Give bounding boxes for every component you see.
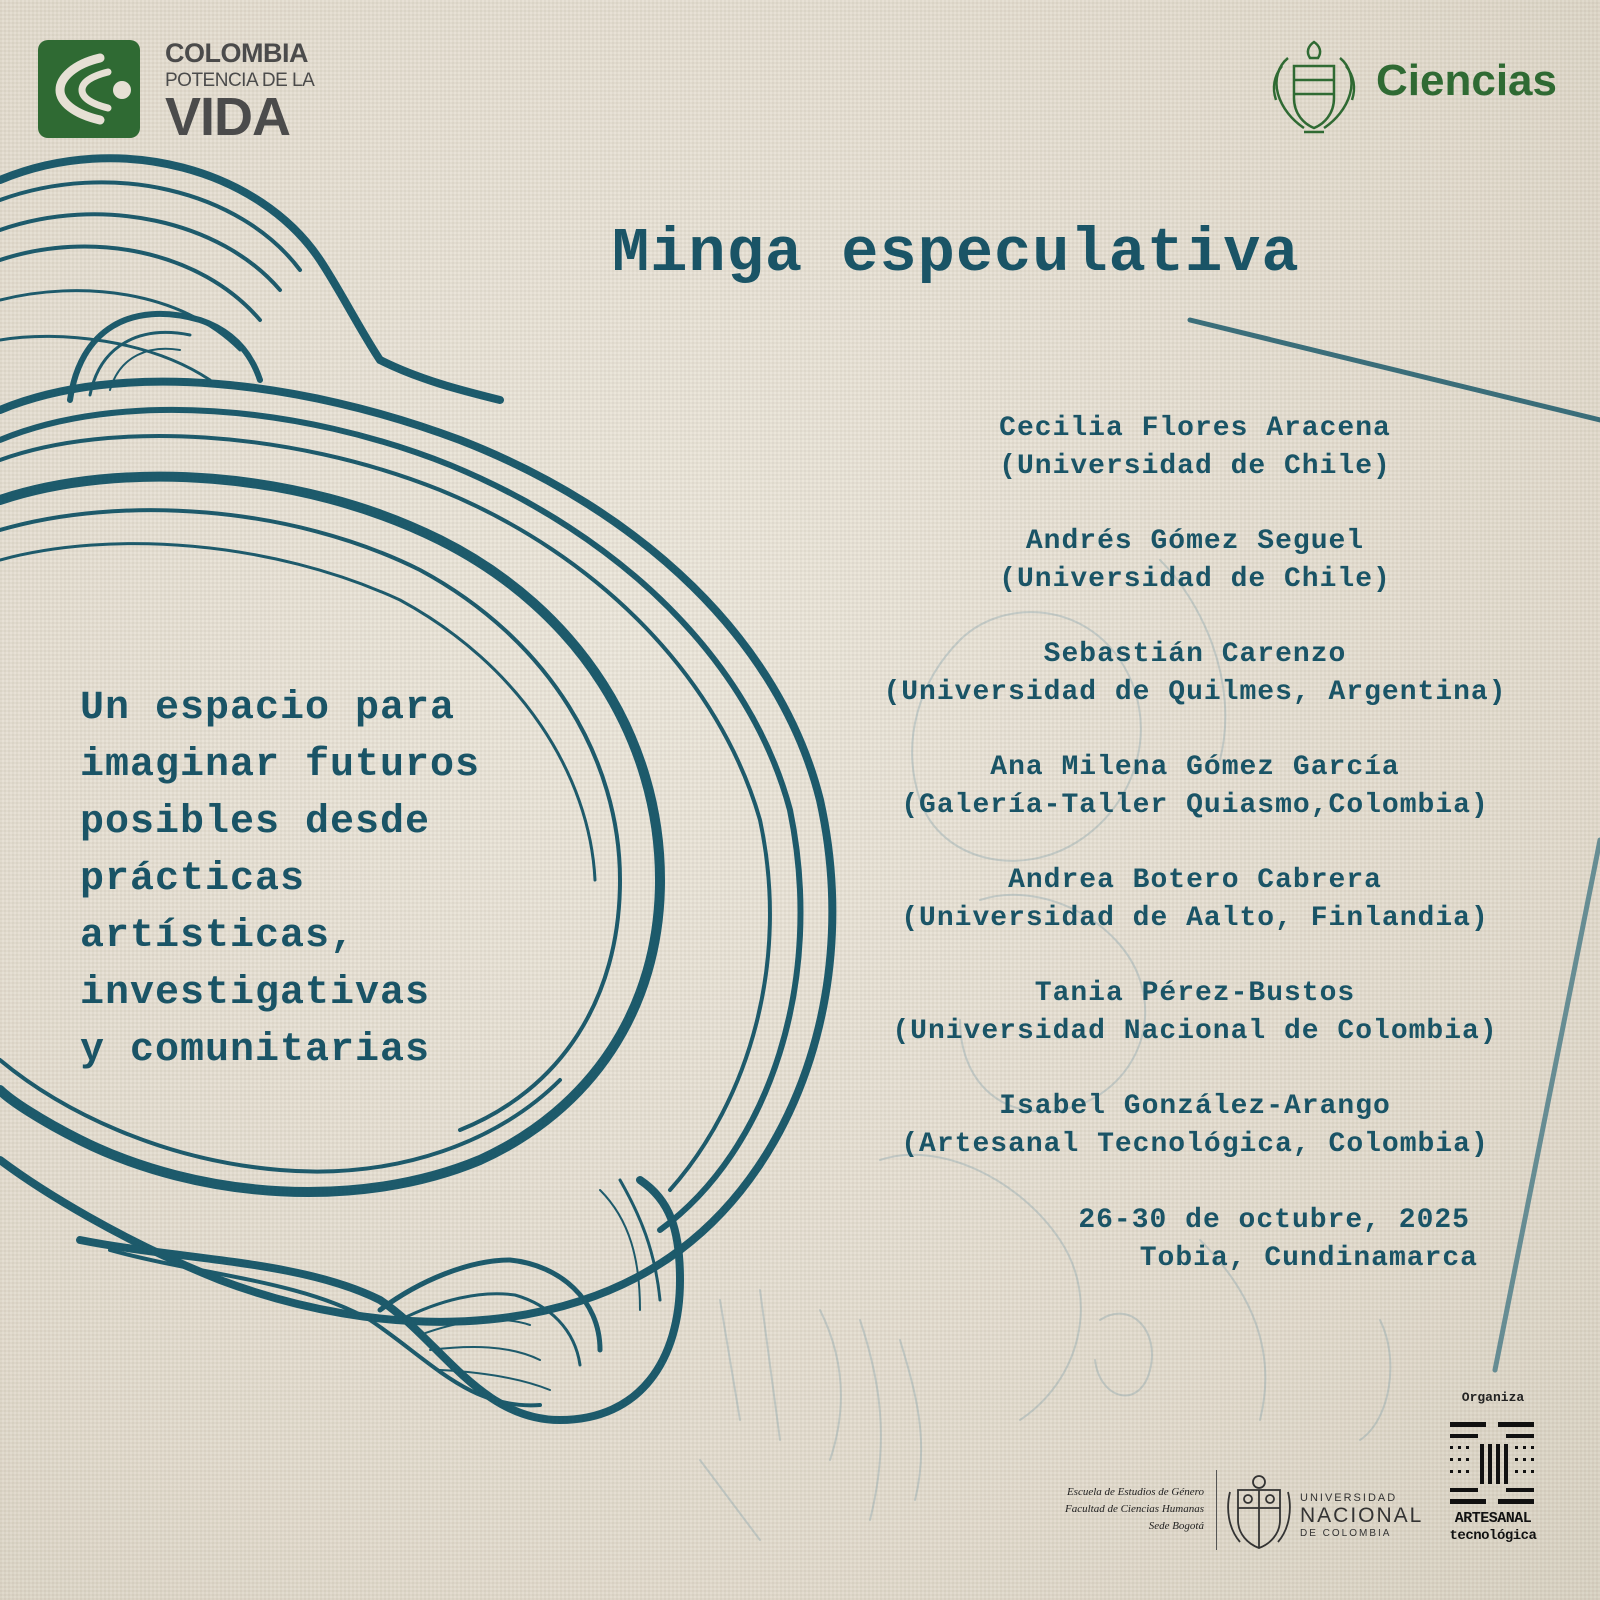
- university-name-line: UNIVERSIDAD: [1300, 1492, 1398, 1504]
- speaker-name: Andrea Botero Cabrera: [1008, 865, 1382, 896]
- speaker-name: Sebastián Carenzo: [1043, 639, 1347, 670]
- speaker-entry: [830, 975, 1560, 1051]
- tagline-line: investigativas: [80, 971, 431, 1016]
- event-tagline: [80, 680, 600, 1079]
- organizer-name-line: tecnológica: [1449, 1528, 1537, 1544]
- accent-line-top: [1190, 320, 1600, 420]
- speaker-entry: [830, 523, 1560, 599]
- coat-of-arms-icon: [1268, 36, 1360, 136]
- organizer-label: Organiza: [1461, 1390, 1525, 1405]
- tagline-line: posibles desde: [80, 800, 431, 845]
- university-seal-icon: [1226, 1472, 1292, 1550]
- speaker-name: Isabel González-Arango: [999, 1091, 1391, 1122]
- speaker-affiliation: (Galería-Taller Quiasmo,Colombia): [901, 790, 1489, 821]
- ciencias-logo: [1268, 36, 1568, 140]
- speaker-entry: [830, 410, 1560, 486]
- speaker-name: Tania Pérez-Bustos: [1034, 978, 1356, 1009]
- speaker-entry: [830, 1088, 1560, 1164]
- tagline-line: y comunitarias: [80, 1028, 431, 1073]
- university-name-line: DE COLOMBIA: [1300, 1528, 1392, 1539]
- logo-divider: [1216, 1470, 1217, 1550]
- speaker-affiliation: (Universidad de Chile): [999, 451, 1391, 482]
- colombia-potencia-logo: [38, 38, 338, 147]
- organizer-block: [1438, 1390, 1548, 1560]
- speaker-affiliation: (Universidad de Aalto, Finlandia): [901, 903, 1489, 934]
- organizer-name-line: ARTESANAL: [1454, 1510, 1532, 1527]
- speaker-entry: [830, 862, 1560, 938]
- university-name-line: NACIONAL: [1300, 1504, 1424, 1527]
- speaker-entry: [830, 749, 1560, 825]
- speaker-list: [830, 410, 1560, 1201]
- event-place: Tobia, Cundinamarca: [1139, 1243, 1478, 1274]
- speaker-name: Ana Milena Gómez García: [990, 752, 1400, 783]
- ciencias-text: Ciencias: [1376, 56, 1557, 105]
- event-title: Minga especulativa: [612, 218, 1300, 289]
- tagline-line: artísticas,: [80, 914, 356, 959]
- faculty-line: Escuela de Estudios de Género: [1066, 1486, 1204, 1498]
- speaker-affiliation: (Artesanal Tecnológica, Colombia): [901, 1129, 1489, 1160]
- speaker-affiliation: (Universidad Nacional de Colombia): [892, 1016, 1498, 1047]
- logo-line-colombia: COLOMBIA: [165, 38, 308, 68]
- speaker-name: Andrés Gómez Seguel: [1025, 526, 1365, 557]
- speaker-name: Cecilia Flores Aracena: [999, 413, 1391, 444]
- event-info: [1000, 1202, 1500, 1278]
- university-logo-block: [1020, 1468, 1424, 1558]
- logo-line-potencia: POTENCIA DE LA: [165, 70, 315, 91]
- speaker-affiliation: (Universidad de Chile): [999, 564, 1391, 595]
- faculty-text: [1020, 1484, 1204, 1535]
- tagline-line: Un espacio para: [80, 686, 456, 731]
- tagline-line: prácticas: [80, 857, 306, 902]
- event-date: 26-30 de octubre, 2025: [1078, 1205, 1470, 1236]
- speaker-affiliation: (Universidad de Quilmes, Argentina): [883, 677, 1507, 708]
- colombia-logo-icon: [38, 40, 140, 138]
- faculty-line: Facultad de Ciencias Humanas: [1064, 1503, 1204, 1515]
- woven-grid-icon: [1450, 1422, 1534, 1504]
- tagline-line: imaginar futuros: [80, 743, 481, 788]
- speaker-entry: [830, 636, 1560, 712]
- logo-line-vida: VIDA: [165, 87, 291, 147]
- faculty-line: Sede Bogotá: [1148, 1520, 1204, 1532]
